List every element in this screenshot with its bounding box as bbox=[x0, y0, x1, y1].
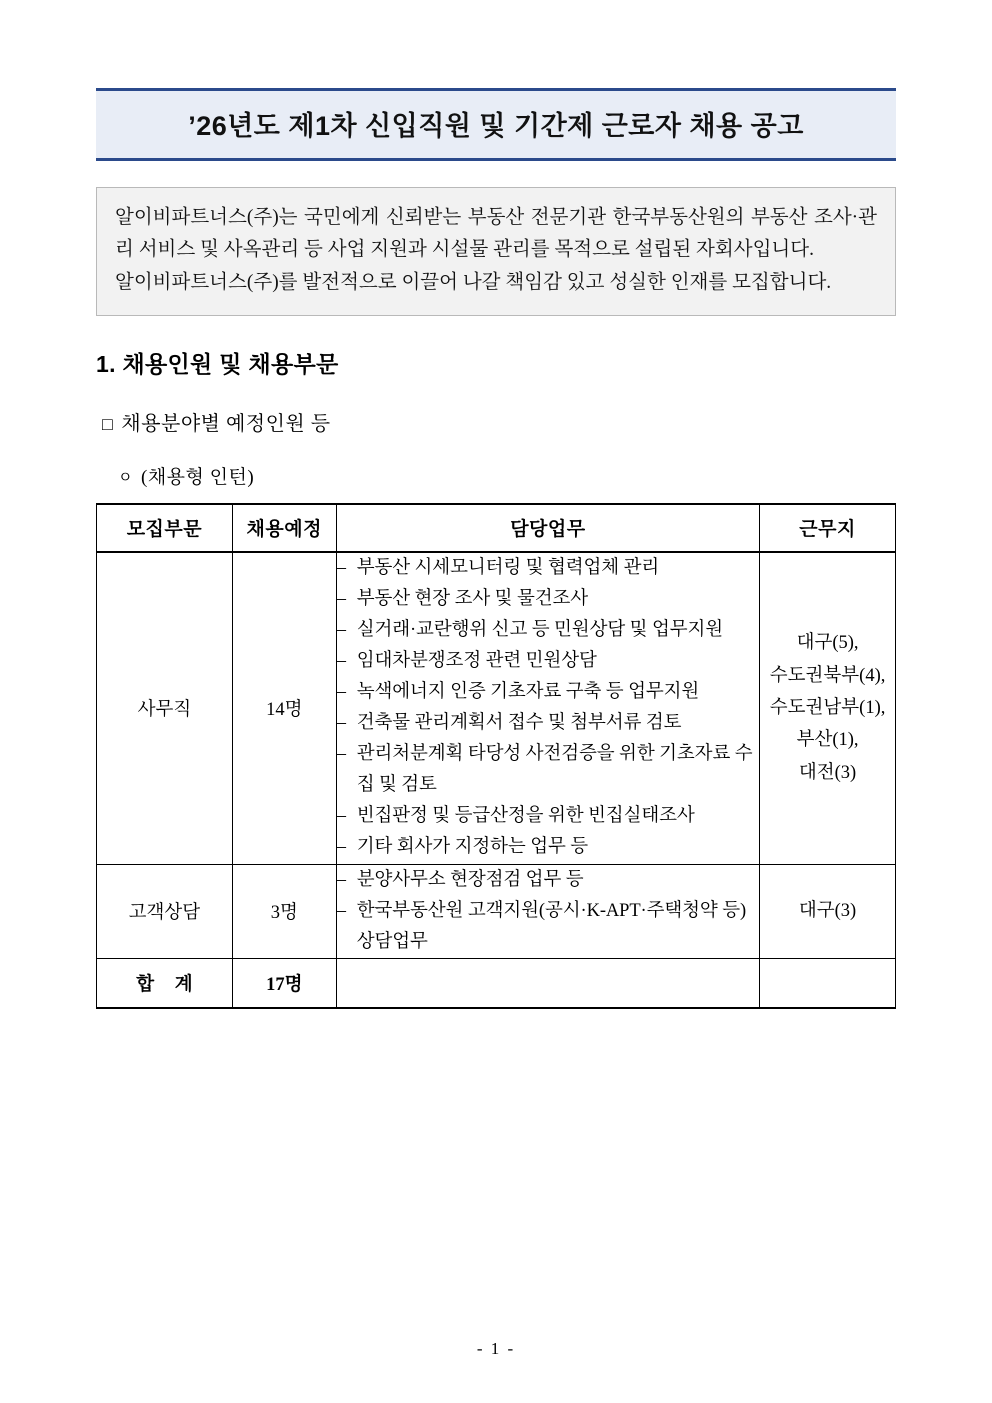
location-line: 수도권남부(1), bbox=[769, 697, 886, 718]
cell-total-count: 17명 bbox=[232, 958, 336, 1008]
table-total-row bbox=[97, 958, 896, 1008]
intro-box bbox=[96, 187, 896, 316]
duty-item: – 한국부동산원 고객지원(공시·K-APT·주택청약 등) 상담업무 bbox=[337, 896, 759, 958]
circle-bullet-icon: ㅇ bbox=[118, 469, 133, 486]
location-line: 부산(1), bbox=[796, 730, 859, 751]
location-line: 대구(3) bbox=[798, 900, 857, 921]
sub-heading-label: 채용분야별 예정인원 등 bbox=[121, 412, 331, 435]
cell-duty bbox=[336, 864, 759, 958]
sub-sub-heading-label: (채용형 인턴) bbox=[141, 466, 255, 488]
cell-duty bbox=[336, 552, 759, 864]
duty-list bbox=[337, 553, 759, 864]
cell-count: 3명 bbox=[232, 864, 336, 958]
duty-item: – 건축물 관리계획서 접수 및 첨부서류 검토 bbox=[337, 708, 759, 739]
duty-item: – 실거래·교란행위 신고 등 민원상담 및 업무지원 bbox=[337, 615, 759, 646]
page-title: ’26년도 제1차 신입직원 및 기간제 근로자 채용 공고 bbox=[188, 111, 804, 141]
duty-list bbox=[337, 865, 759, 958]
duty-item: – 관리처분계획 타당성 사전검증을 위한 기초자료 수집 및 검토 bbox=[337, 739, 759, 801]
column-header-duty: 담당업무 bbox=[336, 504, 759, 552]
cell-count: 14명 bbox=[232, 552, 336, 864]
cell-location bbox=[760, 552, 896, 864]
column-header-part: 모집부문 bbox=[97, 504, 233, 552]
duty-item: – 녹색에너지 인증 기초자료 구축 등 업무지원 bbox=[337, 677, 759, 708]
duty-item: – 부동산 시세모니터링 및 협력업체 관리 bbox=[337, 553, 759, 584]
cell-total-label: 합 계 bbox=[97, 958, 233, 1008]
square-bullet-icon: □ bbox=[102, 413, 114, 434]
table-row bbox=[97, 864, 896, 958]
cell-part: 사무직 bbox=[97, 552, 233, 864]
duty-item: – 기타 회사가 지정하는 업무 등 bbox=[337, 832, 759, 863]
table-body bbox=[97, 552, 896, 1008]
location-line: 대구(5), bbox=[796, 633, 859, 654]
sub-heading bbox=[102, 407, 896, 436]
column-header-location: 근무지 bbox=[760, 504, 896, 552]
document-title-box bbox=[96, 88, 896, 161]
duty-item: – 임대차분쟁조정 관련 민원상담 bbox=[337, 646, 759, 677]
recruitment-table bbox=[96, 503, 896, 1009]
cell-total-duty bbox=[336, 958, 759, 1008]
page-number: - 1 - bbox=[476, 1339, 516, 1358]
cell-location bbox=[760, 864, 896, 958]
table-row bbox=[97, 552, 896, 864]
duty-item: – 부동산 현장 조사 및 물건조사 bbox=[337, 584, 759, 615]
sub-sub-heading bbox=[118, 462, 896, 489]
duty-item: – 분양사무소 현장점검 업무 등 bbox=[337, 865, 759, 896]
location-line: 수도권북부(4), bbox=[769, 665, 886, 686]
location-line: 대전(3) bbox=[798, 762, 857, 783]
table-header bbox=[97, 504, 896, 552]
intro-paragraph-2: 알이비파트너스(주)를 발전적으로 이끌어 나갈 책임감 있고 성실한 인재를 모집합니다. bbox=[115, 272, 832, 294]
section-heading-1: 1. 채용인원 및 채용부문 bbox=[96, 350, 339, 377]
column-header-count: 채용예정 bbox=[232, 504, 336, 552]
cell-part: 고객상담 bbox=[97, 864, 233, 958]
duty-item: – 빈집판정 및 등급산정을 위한 빈집실태조사 bbox=[337, 801, 759, 832]
table-header-row bbox=[97, 504, 896, 552]
intro-paragraph-1: 알이비파트너스(주)는 국민에게 신뢰받는 부동산 전문기관 한국부동산원의 부동산 조사·관리 서비스 및 사옥관리 등 사업 지원과 시설물 관리를 목적으로 설립된 자회사입니다. bbox=[115, 207, 877, 260]
cell-total-location bbox=[760, 958, 896, 1008]
